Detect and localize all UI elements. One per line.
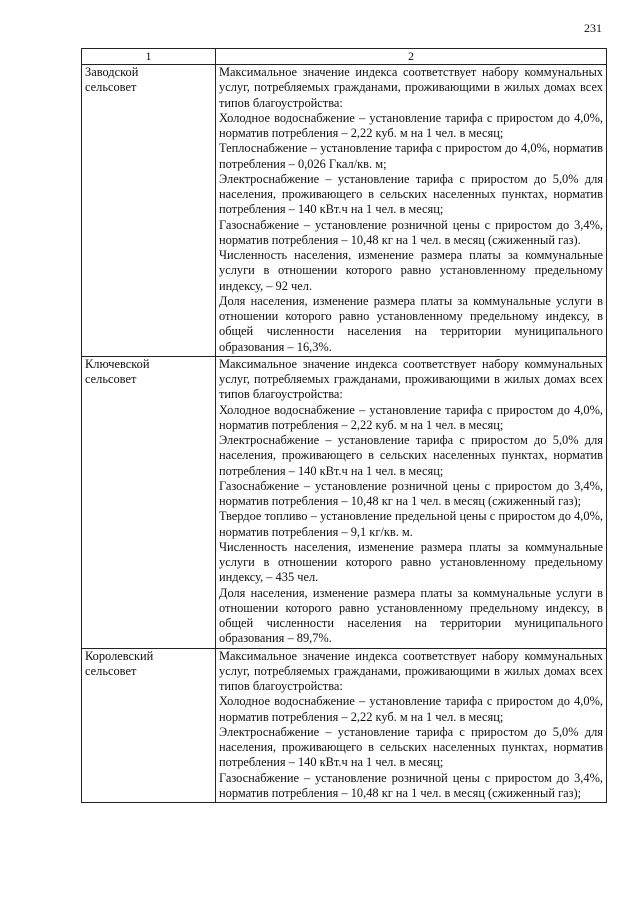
- municipality-cell: [82, 65, 216, 357]
- municipality-name: Королевский: [85, 648, 154, 663]
- paragraph: Численность населения, изменение размера платы за коммунальные услуги в отношении которого равно установленному предельному индексу, – 435 чел.: [219, 539, 603, 585]
- table-row: [82, 65, 607, 357]
- column-header-1: 1: [82, 49, 216, 65]
- description-cell: [216, 356, 607, 648]
- paragraph: Электроснабжение – установление тарифа с приростом до 5,0% для населения, проживающего в сельских населенных пунктах, норматив потребления – 140 кВт.ч на 1 чел. в месяц;: [219, 171, 603, 217]
- paragraph: Холодное водоснабжение – установление тарифа с приростом до 4,0%, норматив потребления – 2,22 куб. м на 1 чел. в месяц;: [219, 110, 603, 140]
- paragraph: Теплоснабжение – установление тарифа с приростом до 4,0%, норматив потребления – 0,026 Гкал/кв. м;: [219, 141, 603, 171]
- data-table: [81, 48, 607, 803]
- municipality-cell: [82, 648, 216, 803]
- paragraph: Холодное водоснабжение – установление тарифа с приростом до 4,0%, норматив потребления – 2,22 куб. м на 1 чел. в месяц;: [219, 694, 603, 724]
- paragraph: Доля населения, изменение размера платы за коммунальные услуги в отношении которого равно установленному предельному индексу, в общей численности населения на территории муниципального образования – 89,7%.: [219, 585, 603, 646]
- description-cell: [216, 648, 607, 803]
- paragraph: Газоснабжение – установление розничной цены с приростом до 3,4%, норматив потребления – 10,48 кг на 1 чел. в месяц (сжиженный газ);: [219, 770, 603, 800]
- municipality-name: Заводской: [85, 65, 139, 79]
- municipality-type: сельсовет: [85, 372, 137, 386]
- table-header-row: [82, 49, 607, 65]
- paragraph: Максимальное значение индекса соответствует набору коммунальных услуг, потребляемых гражданами, проживающими в жилых домах всех типов благоустройства:: [219, 65, 603, 110]
- description-cell: [216, 65, 607, 357]
- paragraph: Электроснабжение – установление тарифа с приростом до 5,0% для населения, проживающего в сельских населенных пунктах, норматив потребления – 140 кВт.ч на 1 чел. в месяц;: [219, 433, 603, 478]
- paragraph: Максимальное значение индекса соответствует набору коммунальных услуг, потребляемых гражданами, проживающими в жилых домах всех типов благоустройства:: [219, 356, 603, 402]
- municipality-type: сельсовет: [85, 80, 137, 95]
- table-row: [82, 648, 607, 803]
- column-header-2: 2: [216, 49, 607, 65]
- page-number: 231: [584, 21, 602, 35]
- paragraph: Электроснабжение – установление тарифа с приростом до 5,0% для населения, проживающего в сельских населенных пунктах, норматив потребления – 140 кВт.ч на 1 чел. в месяц;: [219, 724, 603, 770]
- paragraph: Газоснабжение – установление розничной цены с приростом до 3,4%, норматив потребления – 10,48 кг на 1 чел. в месяц (сжиженный газ).: [219, 217, 603, 247]
- paragraph: Твердое топливо – установление предельной цены с приростом до 4,0%, норматив потребления – 9,1 кг/кв. м.: [219, 509, 603, 539]
- table-row: [82, 356, 607, 648]
- municipality-cell: [82, 356, 216, 648]
- paragraph: Доля населения, изменение размера платы за коммунальные услуги в отношении которого равно установленному предельному индексу, в общей численности населения на территории муниципального образования – 16,3%.: [219, 293, 603, 354]
- paragraph: Холодное водоснабжение – установление тарифа с приростом до 4,0%, норматив потребления – 2,22 куб. м на 1 чел. в месяц;: [219, 402, 603, 432]
- paragraph: Газоснабжение – установление розничной цены с приростом до 3,4%, норматив потребления – 10,48 кг на 1 чел. в месяц (сжиженный газ);: [219, 478, 603, 508]
- paragraph: Численность населения, изменение размера платы за коммунальные услуги в отношении которого равно установленному предельному индексу, – 92 чел.: [219, 248, 603, 293]
- municipality-type: сельсовет: [85, 663, 137, 678]
- paragraph: Максимальное значение индекса соответствует набору коммунальных услуг, потребляемых гражданами, проживающими в жилых домах всех типов благоустройства:: [219, 648, 603, 693]
- municipality-name: Ключевской: [85, 356, 150, 371]
